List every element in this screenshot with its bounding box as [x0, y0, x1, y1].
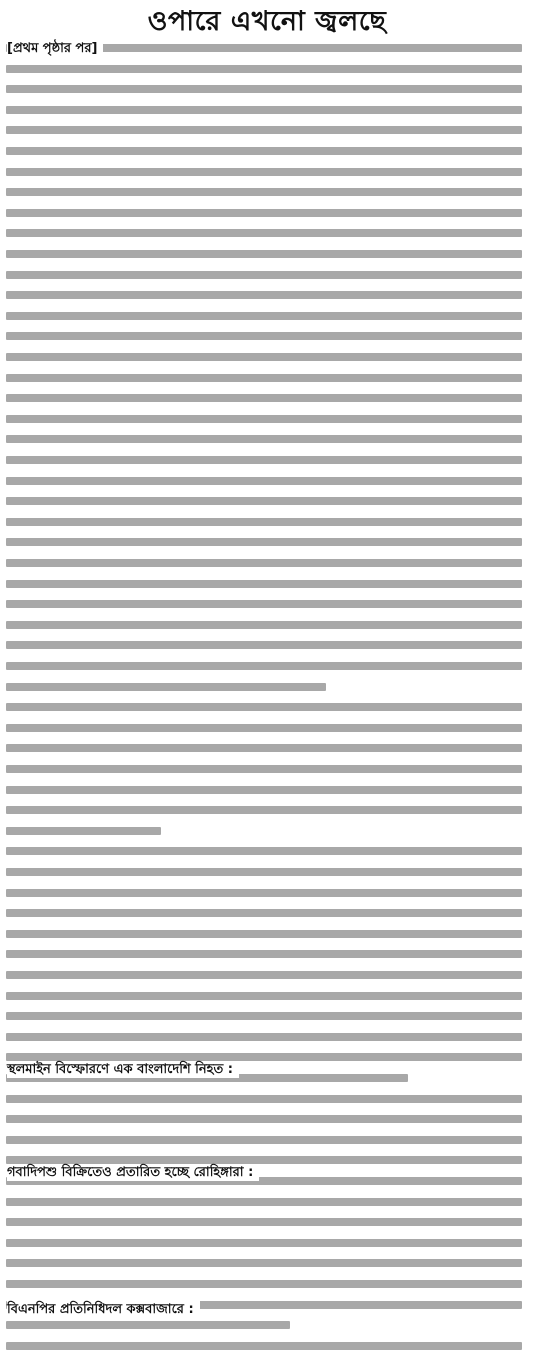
text-line	[6, 497, 522, 505]
text-line	[6, 1033, 522, 1041]
text-line	[6, 786, 522, 794]
text-line	[6, 65, 522, 73]
text-line	[6, 538, 522, 546]
text-line	[6, 1156, 522, 1164]
text-line	[6, 703, 522, 711]
text-line	[6, 662, 522, 670]
text-line	[6, 106, 522, 114]
text-line	[6, 353, 522, 361]
text-line	[6, 1136, 522, 1144]
text-line	[6, 209, 522, 217]
text-line	[6, 456, 522, 464]
text-line	[6, 229, 522, 237]
text-line	[6, 621, 522, 629]
continuation-marker: [প্রথম পৃষ্ঠার পর]	[7, 40, 103, 57]
text-line	[6, 868, 522, 876]
text-line	[6, 930, 522, 938]
text-line	[6, 126, 522, 134]
text-line	[6, 291, 522, 299]
text-line	[6, 250, 522, 258]
text-line	[6, 580, 522, 588]
text-line	[6, 971, 522, 979]
text-line	[6, 559, 522, 567]
text-line	[6, 1239, 522, 1247]
text-line	[6, 312, 522, 320]
text-line	[6, 1012, 522, 1020]
text-line	[6, 147, 522, 155]
text-line	[6, 683, 326, 691]
text-line	[6, 950, 522, 958]
text-line	[6, 1198, 522, 1206]
text-line	[6, 374, 522, 382]
text-line	[6, 744, 522, 752]
text-line	[6, 332, 522, 340]
text-line	[6, 1321, 290, 1329]
text-line	[6, 271, 522, 279]
text-line	[6, 1115, 522, 1123]
text-line	[6, 765, 522, 773]
text-line	[6, 477, 522, 485]
text-line	[6, 641, 522, 649]
section-heading-landmine: স্থলমাইন বিস্ফোরণে এক বাংলাদেশি নিহত :	[7, 1061, 239, 1078]
text-line	[6, 1280, 522, 1288]
text-line	[6, 847, 522, 855]
text-line	[6, 1218, 522, 1226]
text-line	[6, 724, 522, 732]
article-headline: ওপারে এখনো জ্বলছে	[147, 6, 387, 37]
text-line	[6, 1095, 522, 1103]
text-line	[6, 909, 522, 917]
section-heading-bnp: বিএনপির প্রতিনিধিদল কক্সবাজারে :	[7, 1301, 200, 1318]
text-line	[6, 415, 522, 423]
text-line	[6, 168, 522, 176]
text-line	[6, 1259, 522, 1267]
text-line	[6, 1053, 522, 1061]
text-line	[6, 1342, 522, 1350]
text-line	[6, 435, 522, 443]
text-line	[6, 992, 522, 1000]
text-line	[6, 889, 522, 897]
text-line	[6, 518, 522, 526]
text-line	[6, 188, 522, 196]
text-line	[6, 85, 522, 93]
text-line	[6, 827, 161, 835]
text-line	[6, 600, 522, 608]
text-line	[6, 806, 522, 814]
section-heading-cattle: গবাদিপশু বিক্রিতেও প্রতারিত হচ্ছে রোহিঙ্গারা :	[7, 1164, 259, 1181]
text-line	[6, 394, 522, 402]
